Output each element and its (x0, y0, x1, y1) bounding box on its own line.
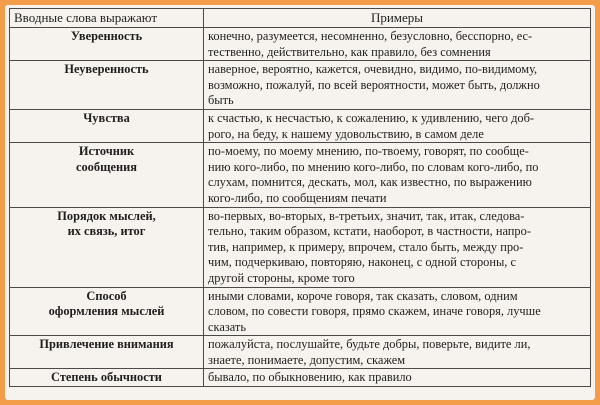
category-cell: Степень обычности (10, 369, 204, 387)
document-frame (5, 5, 595, 400)
table-row (10, 336, 591, 369)
table-row (10, 61, 591, 110)
category-cell: Неуверенность (10, 61, 204, 110)
table-row (10, 207, 591, 287)
examples-cell: по-моему, по моему мнению, по-твоему, говорят, по сообще- нию кого-либо, по мнению кого-либо, по словам кого-либо, по слухам, помнится, дескать, мол, как известно, по выражению кого-либо, по сообщениям печати (204, 143, 591, 207)
category-cell: Чувства (10, 109, 204, 142)
category-cell: Источник сообщения (10, 143, 204, 207)
examples-cell: во-первых, во-вторых, в-третьих, значит, так, итак, следова- тельно, таким образом, кстати, наоборот, в частности, напро- тив, например, к примеру, впрочем, стало быть, между про- чим, подчеркиваю, повторяю, наконец, с одной стороны, с другой стороны, кроме того (204, 207, 591, 287)
examples-cell: бывало, по обыкновению, как правило (204, 369, 591, 387)
examples-cell: пожалуйста, послушайте, будьте добры, поверьте, видите ли, знаете, понимаете, допустим, скажем (204, 336, 591, 369)
examples-cell: конечно, разумеется, несомненно, безусловно, бесспорно, ес- тественно, действительно, как правило, без сомнения (204, 28, 591, 61)
category-cell: Порядок мыслей, их связь, итог (10, 207, 204, 287)
header-examples: Примеры (204, 9, 591, 28)
table-header-row (10, 9, 591, 28)
header-category: Вводные слова выражают (10, 9, 204, 28)
examples-cell: к счастью, к несчастью, к сожалению, к удивлению, чего доб- рого, на беду, к нашему удовольствию, в самом деле (204, 109, 591, 142)
table-row (10, 109, 591, 142)
table-row (10, 287, 591, 336)
introductory-words-table (9, 8, 591, 387)
examples-cell: наверное, вероятно, кажется, очевидно, видимо, по-видимому, возможно, пожалуй, по всей вероятности, может быть, должно быть (204, 61, 591, 110)
category-cell: Привлечение внимания (10, 336, 204, 369)
category-cell: Уверенность (10, 28, 204, 61)
table-row (10, 369, 591, 387)
examples-cell: иными словами, короче говоря, так сказать, словом, одним словом, по совести говоря, прямо скажем, иначе говоря, лучше сказать (204, 287, 591, 336)
table-row (10, 28, 591, 61)
table-row (10, 143, 591, 207)
category-cell: Способ оформления мыслей (10, 287, 204, 336)
